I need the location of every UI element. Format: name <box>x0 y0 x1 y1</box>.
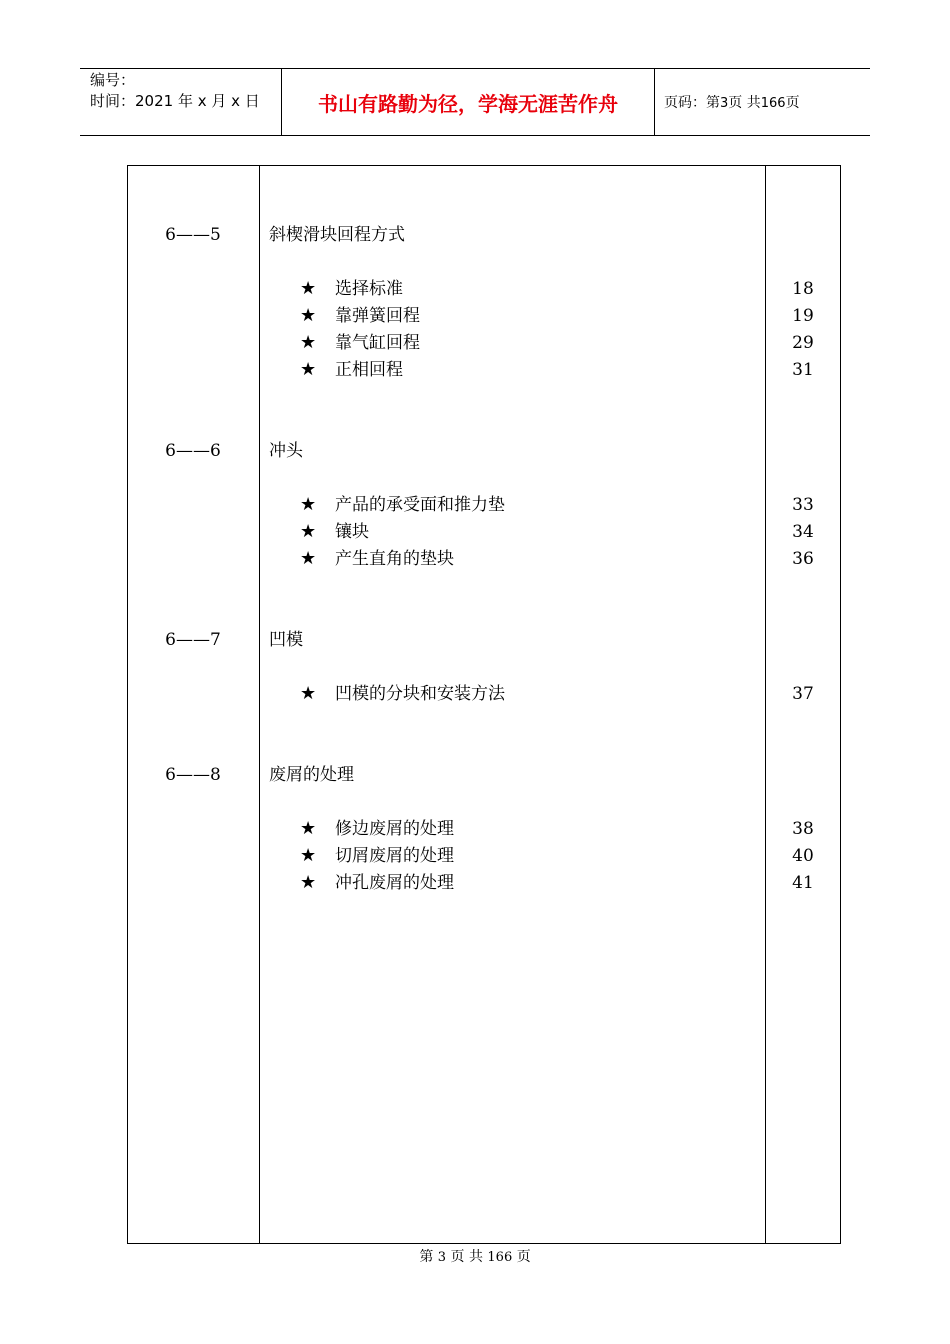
toc-item-page: 33 <box>792 495 814 515</box>
toc-item-text: 冲孔废屑的处理 <box>335 873 454 893</box>
toc-item-text: 靠气缸回程 <box>335 333 420 353</box>
page-current: 3 <box>720 96 729 111</box>
footer-suffix: 页 <box>516 1249 531 1265</box>
star-icon: ★ <box>300 359 317 380</box>
page-mid: 页 共 <box>728 95 761 111</box>
page-footer <box>0 1247 950 1268</box>
star-icon: ★ <box>300 548 317 569</box>
toc-item-text: 正相回程 <box>335 360 403 380</box>
toc-item-text: 修边废屑的处理 <box>335 819 454 839</box>
toc-item-page: 18 <box>792 279 814 299</box>
header-meta <box>90 70 260 112</box>
toc-item-page: 41 <box>792 873 814 893</box>
toc-item-text: 凹模的分块和安装方法 <box>335 684 505 704</box>
doc-number-label: 编号： <box>90 71 136 89</box>
toc-item <box>300 521 369 543</box>
star-icon: ★ <box>300 494 317 515</box>
section-number: 6——8 <box>165 765 221 785</box>
toc-item-text: 切屑废屑的处理 <box>335 846 454 866</box>
toc-item-page: 40 <box>792 846 814 866</box>
header-divider <box>654 68 655 135</box>
toc-item-page: 31 <box>792 360 814 380</box>
section-number: 6——5 <box>165 225 221 245</box>
toc-item <box>300 305 420 327</box>
star-icon: ★ <box>300 872 317 893</box>
toc-item-text: 产生直角的垫块 <box>335 549 454 569</box>
section-number: 6——6 <box>165 441 221 461</box>
footer-mid: 页 共 <box>450 1249 483 1265</box>
toc-item <box>300 872 454 894</box>
header-page-indicator <box>664 93 800 114</box>
toc-item-page: 37 <box>792 684 814 704</box>
toc-item-text: 选择标准 <box>335 279 403 299</box>
toc-item <box>300 845 454 867</box>
toc-item <box>300 548 454 570</box>
header-bottom-rule <box>80 135 870 136</box>
star-icon: ★ <box>300 278 317 299</box>
star-icon: ★ <box>300 521 317 542</box>
toc-item-page: 36 <box>792 549 814 569</box>
toc-item-page: 19 <box>792 306 814 326</box>
page-prefix: 页码：第 <box>664 95 720 111</box>
toc-item-page: 34 <box>792 522 814 542</box>
header-divider <box>281 68 282 135</box>
section-number: 6——7 <box>165 630 221 650</box>
star-icon: ★ <box>300 305 317 326</box>
section-title: 凹模 <box>269 630 303 650</box>
footer-prefix: 第 <box>419 1249 434 1265</box>
toc-item <box>300 332 420 354</box>
footer-total-pages: 166 <box>487 1250 513 1265</box>
footer-current-page: 3 <box>437 1250 447 1265</box>
star-icon: ★ <box>300 845 317 866</box>
toc-item-page: 38 <box>792 819 814 839</box>
section-title: 斜楔滑块回程方式 <box>269 225 405 245</box>
star-icon: ★ <box>300 683 317 704</box>
toc-item <box>300 494 505 516</box>
toc-item-text: 靠弹簧回程 <box>335 306 420 326</box>
page-total: 166 <box>760 96 786 111</box>
star-icon: ★ <box>300 332 317 353</box>
toc-item <box>300 278 403 300</box>
section-title: 废屑的处理 <box>269 765 354 785</box>
toc-item <box>300 683 505 705</box>
header-top-rule <box>80 68 870 69</box>
star-icon: ★ <box>300 818 317 839</box>
header-motto: 书山有路勤为径，学海无涯苦作舟 <box>318 92 618 116</box>
toc-item-text: 镶块 <box>335 522 369 542</box>
toc-item-page: 29 <box>792 333 814 353</box>
doc-date-label: 时间：2021 年 x 月 x 日 <box>90 92 260 110</box>
section-title: 冲头 <box>269 441 303 461</box>
toc-item <box>300 818 454 840</box>
toc-item <box>300 359 403 381</box>
toc-column-divider <box>259 165 260 1244</box>
toc-item-text: 产品的承受面和推力垫 <box>335 495 505 515</box>
page-suffix: 页 <box>785 95 800 111</box>
